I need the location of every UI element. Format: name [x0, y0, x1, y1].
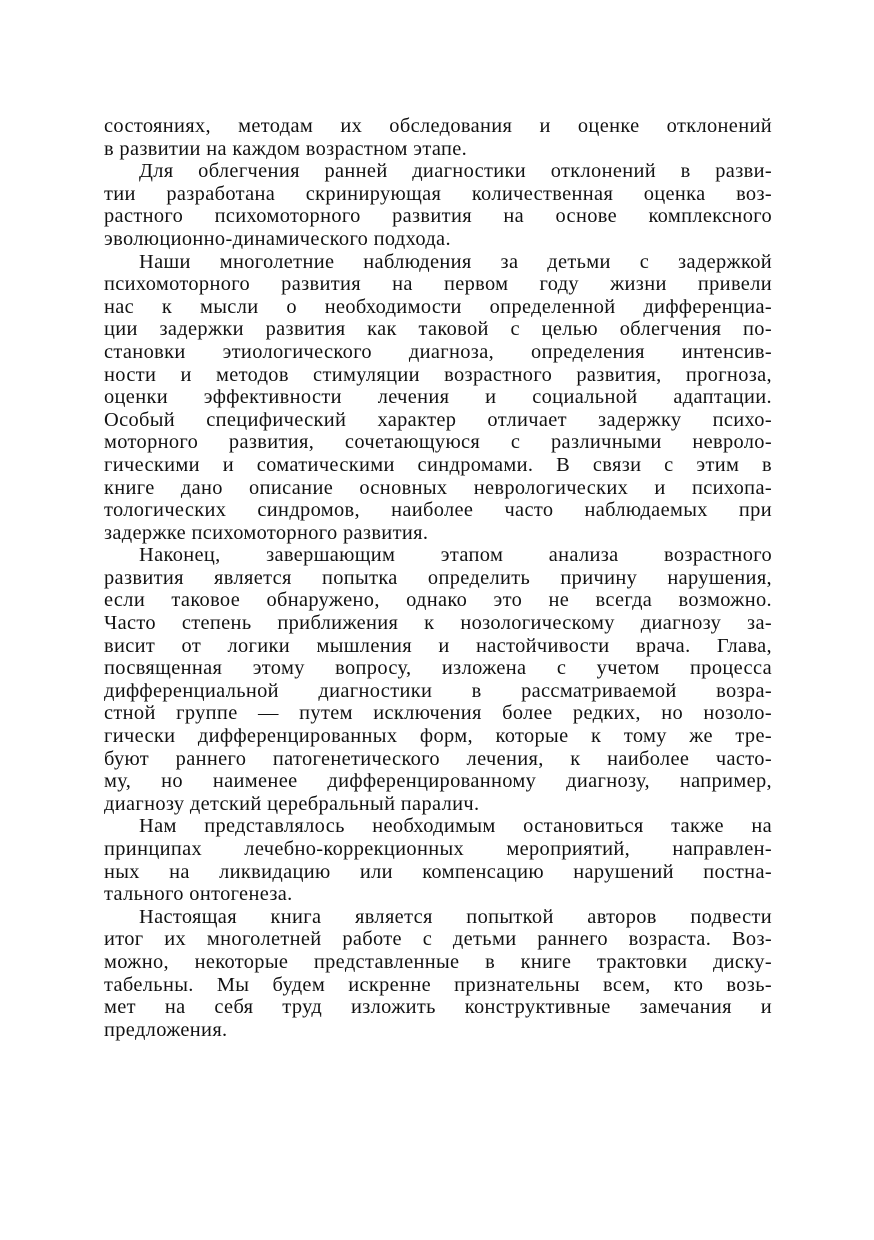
text-line: буют раннего патогенетического лечения, к наиболее часто-: [104, 747, 772, 770]
text-line: ных на ликвидацию или компенсацию нарушений постна-: [104, 860, 772, 883]
document-page: [104, 115, 772, 1041]
text-line: гически дифференцированных форм, которые к тому же тре-: [104, 725, 772, 748]
text-line: гическими и соматическими синдромами. В связи с этим в: [104, 453, 772, 476]
text-line: посвященная этому вопросу, изложена с учетом процесса: [104, 657, 772, 680]
paragraph: [104, 115, 772, 160]
text-line: Наши многолетние наблюдения за детьми с задержкой: [139, 250, 772, 273]
text-line: нас к мысли о необходимости определенной дифференциа-: [104, 295, 772, 318]
text-line: моторного развития, сочетающуюся с различными невроло-: [104, 431, 772, 454]
text-line: принципах лечебно-коррекционных мероприятий, направлен-: [104, 838, 772, 860]
text-line: Часто степень приближения к нозологическому диагнозу за-: [104, 612, 772, 635]
text-line: тии разработана скринирующая количественная оценка воз-: [104, 182, 772, 205]
text-line: развития является попытка определить причину нарушения,: [104, 566, 772, 589]
text-line: ции задержки развития как таковой с целью облегчения по-: [104, 318, 772, 341]
text-line: табельны. Мы будем искренне признательны всем, кто возь-: [104, 973, 772, 996]
text-line: тального онтогенеза.: [104, 883, 293, 906]
text-line: Наконец, завершающим этапом анализа возрастного: [139, 544, 772, 567]
text-line: становки этиологического диагноза, определения интенсив-: [104, 340, 772, 363]
text-line: если таковое обнаружено, однако это не всегда возможно.: [104, 589, 772, 612]
text-line: задержке психомоторного развития.: [104, 521, 429, 544]
text-line: Особый специфический характер отличает задержку психо-: [104, 408, 772, 431]
text-line: итог их многолетней работе с детьми раннего возраста. Воз-: [104, 928, 772, 951]
text-line: предложения.: [104, 1018, 228, 1041]
text-line: состояниях, методам их обследования и оценке отклонений: [104, 115, 772, 137]
paragraph: [104, 544, 772, 815]
paragraph: [104, 160, 772, 250]
text-line: тологических синдромов, наиболее часто наблюдаемых при: [104, 499, 772, 522]
paragraph: [104, 906, 772, 1042]
text-line: Нам представлялось необходимым остановиться также на: [139, 815, 772, 838]
text-line: оценки эффективности лечения и социальной адаптации.: [104, 386, 772, 409]
text-line: Настоящая книга является попыткой авторов подвести: [139, 905, 772, 928]
text-line: книге дано описание основных неврологических и психопа-: [104, 476, 772, 499]
text-line: в развитии на каждом возрастном этапе.: [104, 137, 468, 160]
text-line: психомоторного развития на первом году жизни привели: [104, 273, 772, 296]
text-line: му, но наименее дифференцированному диагнозу, например,: [104, 770, 772, 793]
text-line: висит от логики мышления и настойчивости врача. Глава,: [104, 634, 772, 657]
paragraph: [104, 815, 772, 905]
text-line: ности и методов стимуляции возрастного развития, прогноза,: [104, 363, 772, 386]
text-line: диагнозу детский церебральный паралич.: [104, 792, 480, 815]
text-line: дифференциальной диагностики в рассматриваемой возра-: [104, 679, 772, 702]
text-line: стной группе — путем исключения более редких, но нозоло-: [104, 702, 772, 725]
text-line: эволюционно-динамического подхода.: [104, 227, 451, 250]
text-line: мет на себя труд изложить конструктивные замечания и: [104, 996, 772, 1019]
paragraph: [104, 251, 772, 545]
text-line: можно, некоторые представленные в книге трактовки диску-: [104, 950, 772, 973]
text-line: Для облегчения ранней диагностики отклонений в разви-: [139, 160, 772, 183]
text-line: растного психомоторного развития на основе комплексного: [104, 205, 772, 228]
